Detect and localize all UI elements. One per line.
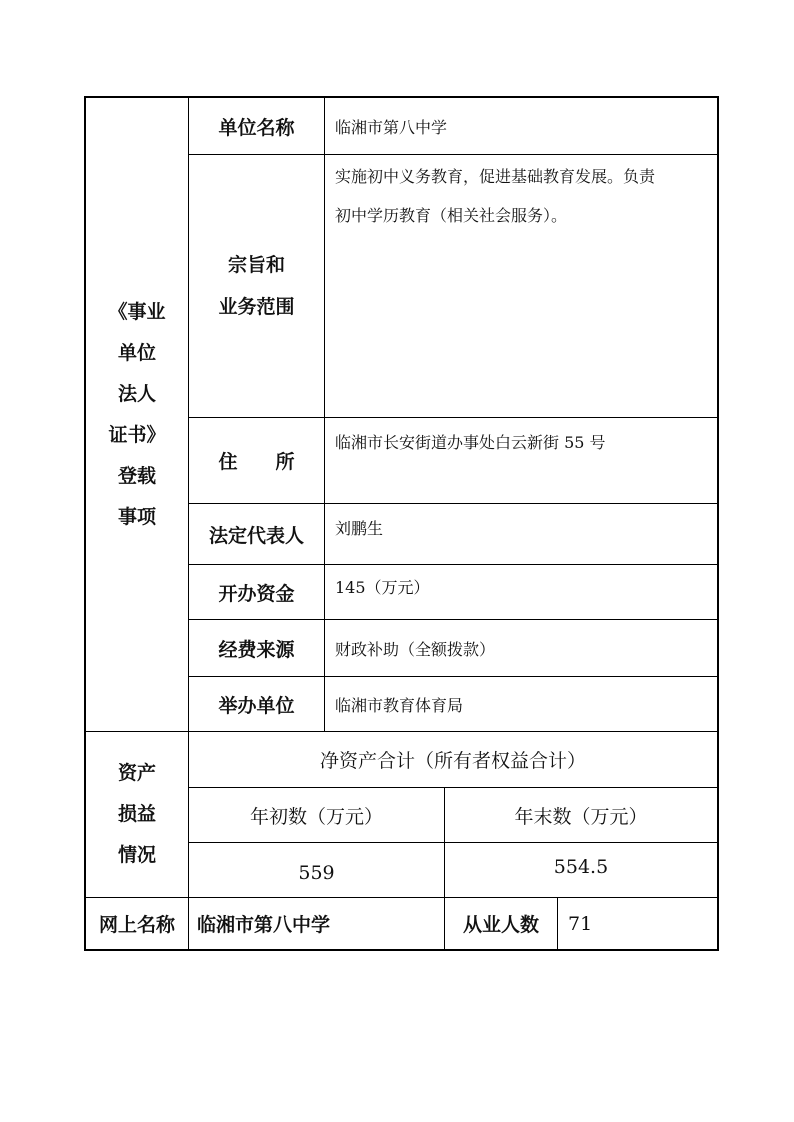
label-online-name: 网上名称 [86,898,189,949]
registration-form [84,96,719,951]
label-address: 住 所 [189,418,325,504]
value-start-capital: 145（万元） [325,565,717,620]
label-year-end: 年末数（万元） [445,788,717,843]
value-address: 临湘市长安街道办事处白云新街 55 号 [325,418,717,504]
label-legal-representative: 法定代表人 [189,504,325,565]
value-purpose-scope: 实施初中义务教育，促进基础教育发展。负责 初中学历教育（相关社会服务）。 [325,155,717,418]
value-unit-name: 临湘市第八中学 [325,98,717,155]
label-purpose-scope: 宗旨和 业务范围 [189,155,325,418]
value-funding-source: 财政补助（全额拨款） [325,620,717,677]
value-year-end: 554.5 [445,843,717,898]
value-sponsor-unit: 临湘市教育体育局 [325,677,717,732]
section-registration-title: 《事业 单位 法人 证书》 登载 事项 [86,98,189,732]
label-sponsor-unit: 举办单位 [189,677,325,732]
label-unit-name: 单位名称 [189,98,325,155]
value-online-name: 临湘市第八中学 [189,898,445,949]
label-start-capital: 开办资金 [189,565,325,620]
section-assets-title: 资产 损益 情况 [86,732,189,898]
value-staff-count: 71 [568,912,593,935]
value-legal-representative: 刘鹏生 [325,504,717,565]
value-year-start: 559 [189,843,445,898]
label-staff-count: 从业人数 [445,898,558,949]
net-assets-header: 净资产合计（所有者权益合计） [189,732,717,788]
label-year-start: 年初数（万元） [189,788,445,843]
label-funding-source: 经费来源 [189,620,325,677]
